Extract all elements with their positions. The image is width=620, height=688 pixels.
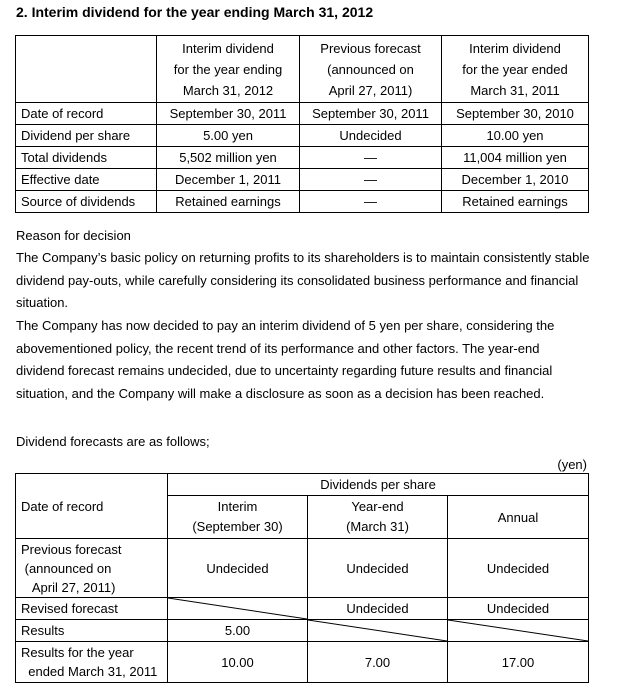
table-row xyxy=(16,620,589,642)
blank-cell-diagonal xyxy=(308,620,448,642)
interim-dividend-table xyxy=(15,35,589,213)
row-label: Total dividends xyxy=(16,147,157,169)
table-cell: December 1, 2010 xyxy=(442,169,589,191)
header-interim: Interim (September 30) xyxy=(168,496,308,539)
table-cell: 5.00 yen xyxy=(157,125,300,147)
table-cell: September 30, 2011 xyxy=(157,103,300,125)
table-cell: Undecided xyxy=(308,539,448,598)
header-prior-interim: Interim dividend for the year ended March 31, 2011 xyxy=(442,36,589,103)
row-label: Dividend per share xyxy=(16,125,157,147)
table-row xyxy=(16,103,589,125)
reason-paragraph-1: The Company’s basic policy on returning profits to its shareholders is to maintain consistently stable dividend pay-outs, while carefully considering its consolidated business performance and financial situation. xyxy=(16,250,590,310)
table-cell: 10.00 yen xyxy=(442,125,589,147)
table-cell: 5.00 xyxy=(168,620,308,642)
dividend-forecast-table xyxy=(15,473,589,683)
reason-title: Reason for decision xyxy=(16,228,131,243)
table-cell: September 30, 2011 xyxy=(300,103,442,125)
table-cell: Undecided xyxy=(300,125,442,147)
row-label: Source of dividends xyxy=(16,191,157,213)
table-row xyxy=(16,169,589,191)
table-cell: — xyxy=(300,169,442,191)
row-label-prior-year-results: Results for the year ended March 31, 2011 xyxy=(16,642,168,683)
table-cell: 17.00 xyxy=(448,642,589,683)
row-label: Date of record xyxy=(16,103,157,125)
table-cell: Undecided xyxy=(168,539,308,598)
table-row xyxy=(16,125,589,147)
forecast-intro: Dividend forecasts are as follows; xyxy=(16,434,210,449)
header-blank xyxy=(16,36,157,103)
row-label: Effective date xyxy=(16,169,157,191)
reason-paragraph-2: The Company has now decided to pay an interim dividend of 5 yen per share, considering the abovementioned policy, the recent trend of its performance and other factors. The year-end dividend forecast remains undecided, due to uncertainty regarding future results and financial situation, and the Company will make a disclosure as soon as a decision has been reached. xyxy=(16,318,555,401)
table-cell: December 1, 2011 xyxy=(157,169,300,191)
unit-label: (yen) xyxy=(557,457,587,472)
table-header-row xyxy=(16,474,589,496)
table-cell: 11,004 million yen xyxy=(442,147,589,169)
table-cell: — xyxy=(300,191,442,213)
row-label-previous-forecast: Previous forecast (announced on April 27, 2011) xyxy=(16,539,168,598)
blank-cell-diagonal xyxy=(168,598,308,620)
header-year-end: Year-end (March 31) xyxy=(308,496,448,539)
row-label-results: Results xyxy=(16,620,168,642)
table-cell: Undecided xyxy=(308,598,448,620)
table-row xyxy=(16,539,589,598)
table-row xyxy=(16,191,589,213)
table-cell: Retained earnings xyxy=(442,191,589,213)
row-label-revised-forecast: Revised forecast xyxy=(16,598,168,620)
table-cell: September 30, 2010 xyxy=(442,103,589,125)
table-row xyxy=(16,147,589,169)
section-heading: 2. Interim dividend for the year ending March 31, 2012 xyxy=(16,4,374,20)
table-cell: Undecided xyxy=(448,539,589,598)
blank-cell-diagonal xyxy=(448,620,589,642)
table-cell: — xyxy=(300,147,442,169)
table-cell: Undecided xyxy=(448,598,589,620)
table-cell: 5,502 million yen xyxy=(157,147,300,169)
table-header-row xyxy=(16,36,589,103)
table-row xyxy=(16,642,589,683)
header-previous-forecast: Previous forecast (announced on April 27, 2011) xyxy=(300,36,442,103)
date-of-record-header: Date of record xyxy=(16,474,168,539)
table-cell: 7.00 xyxy=(308,642,448,683)
table-cell: 10.00 xyxy=(168,642,308,683)
header-current-interim: Interim dividend for the year ending March 31, 2012 xyxy=(157,36,300,103)
table-row xyxy=(16,598,589,620)
table-cell: Retained earnings xyxy=(157,191,300,213)
header-annual: Annual xyxy=(448,496,589,539)
dividends-per-share-header: Dividends per share xyxy=(168,474,589,496)
